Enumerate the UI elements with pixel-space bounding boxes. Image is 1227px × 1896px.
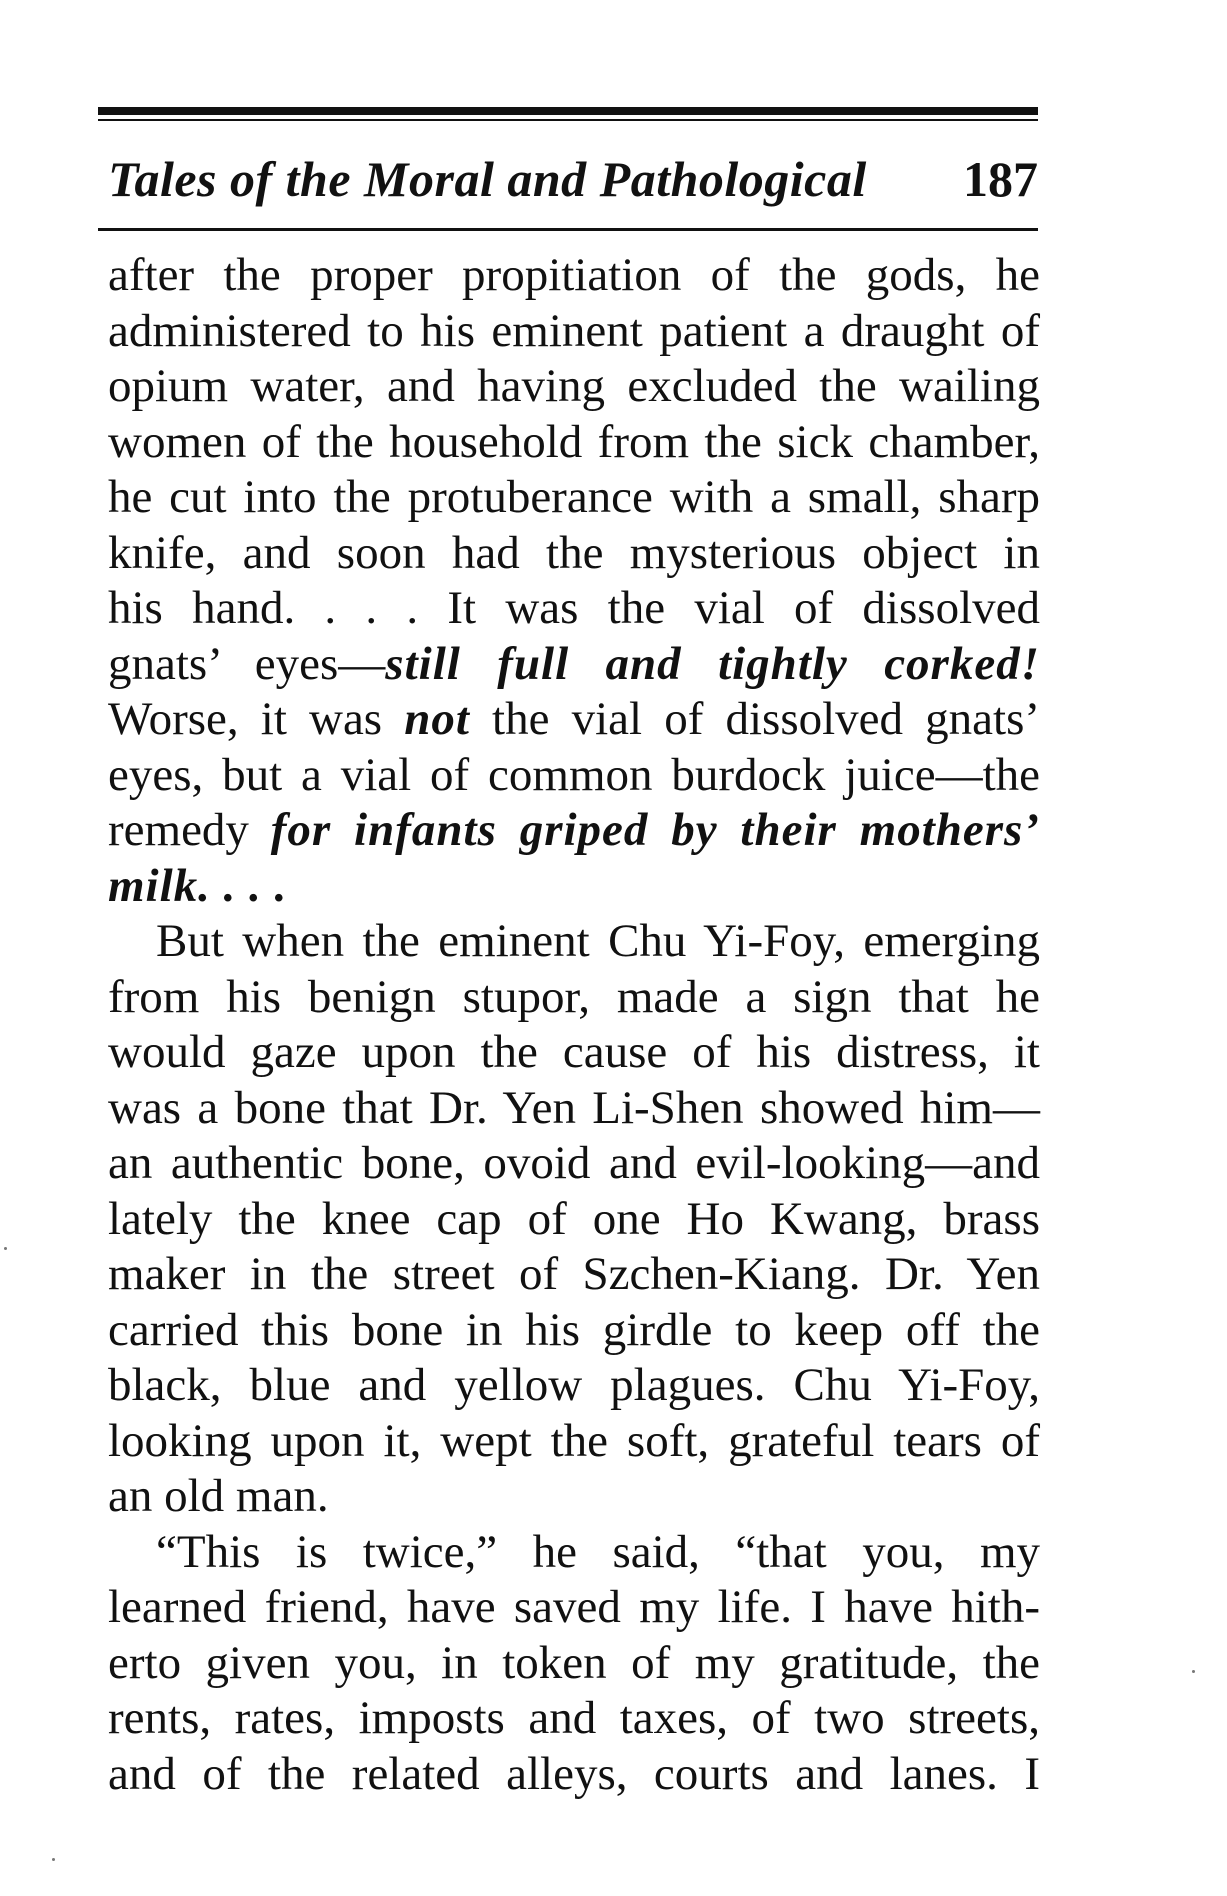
text-line: rents, rates, imposts and taxes, of two streets, bbox=[108, 1692, 1040, 1744]
text-line: erto given you, in token of my gratitude, the bbox=[108, 1636, 1040, 1689]
text-line: Worse, it was not the vial of dissolved gnats’ bbox=[108, 693, 1041, 745]
scan-speck bbox=[52, 1858, 55, 1861]
text-line: gnats’ eyes—still full and tightly corked! bbox=[108, 637, 1041, 690]
text-line: his hand. . . . It was the vial of dissolved bbox=[108, 582, 1040, 634]
body-text bbox=[108, 248, 1040, 1802]
paragraph-first-line: But when the eminent Chu Yi-Foy, emerging bbox=[156, 915, 1040, 967]
text-line: he cut into the protuberance with a small, sharp bbox=[108, 471, 1040, 523]
text-line: learned friend, have saved my life. I have hith- bbox=[108, 1581, 1040, 1633]
header-rule-thin bbox=[98, 119, 1038, 121]
text-line: after the proper propitiation of the gods, he bbox=[108, 249, 1040, 301]
italic-emphasis: for infants griped by their mothers’ bbox=[270, 804, 1040, 856]
text-line: looking upon it, wept the soft, grateful tears of bbox=[108, 1414, 1040, 1467]
running-title: Tales of the Moral and Pathological bbox=[108, 151, 867, 207]
italic-emphasis: not bbox=[404, 693, 470, 745]
text-line bbox=[108, 859, 1040, 915]
text-line: would gaze upon the cause of his distress, it bbox=[108, 1026, 1040, 1078]
text-line: remedy for infants griped by their mothers’ bbox=[108, 804, 1040, 856]
text-line: eyes, but a vial of common burdock juice—the bbox=[108, 748, 1040, 801]
text-line: lately the knee cap of one Ho Kwang, brass bbox=[108, 1192, 1040, 1245]
text-line: maker in the street of Szchen-Kiang. Dr. Yen bbox=[108, 1248, 1040, 1300]
scan-speck bbox=[4, 1247, 7, 1250]
text-line: administered to his eminent patient a draught of bbox=[108, 304, 1040, 357]
italic-emphasis: milk. . . . bbox=[108, 859, 288, 912]
text-line: opium water, and having excluded the wailing bbox=[108, 360, 1040, 412]
italic-emphasis: still full and tightly corked! bbox=[385, 637, 1041, 690]
running-head bbox=[108, 150, 1038, 210]
text-line: black, blue and yellow plagues. Chu Yi-Foy, bbox=[108, 1359, 1040, 1411]
text-line: an old man. bbox=[108, 1470, 329, 1522]
text-line: knife, and soon had the mysterious object in bbox=[108, 526, 1040, 579]
text-line: and of the related alleys, courts and lanes. I bbox=[108, 1747, 1040, 1800]
header-rule-thick bbox=[98, 107, 1038, 115]
header-rule-bottom bbox=[98, 228, 1038, 231]
text-line: from his benign stupor, made a sign that he bbox=[108, 970, 1040, 1023]
page-number: 187 bbox=[963, 151, 1038, 207]
text-line: an authentic bone, ovoid and evil-looking—and bbox=[108, 1137, 1040, 1189]
text-line: women of the household from the sick chamber, bbox=[108, 415, 1040, 468]
scan-speck bbox=[1192, 1670, 1195, 1673]
paragraph-first-line: “This is twice,” he said, “that you, my bbox=[156, 1525, 1040, 1578]
text-line: was a bone that Dr. Yen Li-Shen showed him— bbox=[108, 1081, 1040, 1134]
text-line: carried this bone in his girdle to keep off the bbox=[108, 1303, 1040, 1356]
